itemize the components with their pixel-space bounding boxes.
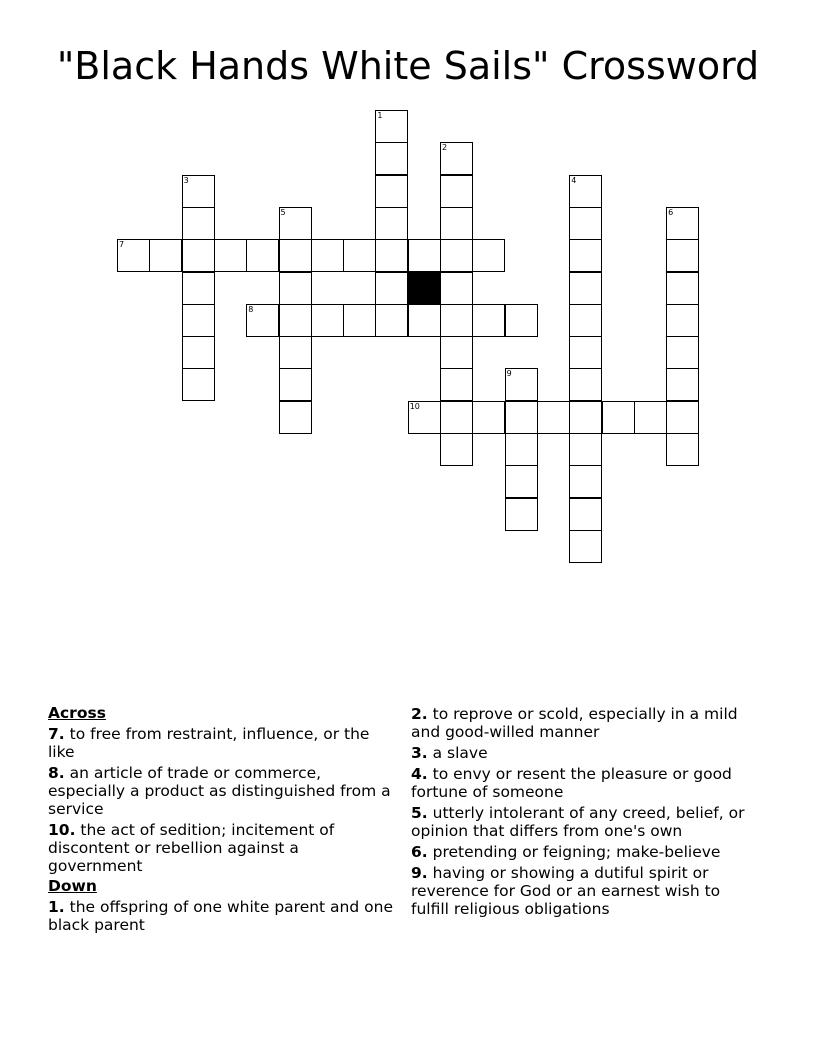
- grid-cell[interactable]: [343, 304, 376, 337]
- grid-cell[interactable]: [117, 239, 150, 272]
- grid-cell[interactable]: [440, 336, 473, 369]
- clue-item-number: 5.: [411, 804, 428, 822]
- grid-cell[interactable]: [375, 272, 408, 305]
- clue-item-text: to reprove or scold, especially in a mild and good-willed manner: [411, 705, 738, 741]
- down-clue-list-continued: [411, 705, 761, 918]
- grid-cell[interactable]: [375, 207, 408, 240]
- grid-cell[interactable]: [569, 336, 602, 369]
- grid-cell[interactable]: [246, 304, 279, 337]
- down-heading: Down: [48, 877, 97, 895]
- clue-number: 3: [183, 175, 189, 185]
- grid-cell[interactable]: [569, 304, 602, 337]
- clue-item-number: 4.: [411, 765, 428, 783]
- clue-item: [411, 864, 761, 918]
- clue-item-number: 8.: [48, 764, 65, 782]
- grid-cell[interactable]: [569, 239, 602, 272]
- grid-cell[interactable]: [569, 465, 602, 498]
- clue-item-text: an article of trade or commerce, especially a product as distinguished from a service: [48, 764, 391, 818]
- clue-item: [48, 821, 398, 875]
- grid-cell[interactable]: [279, 336, 312, 369]
- grid-cell[interactable]: [375, 239, 408, 272]
- grid-cell[interactable]: [214, 239, 247, 272]
- grid-cell[interactable]: [666, 368, 699, 401]
- grid-cell[interactable]: [666, 239, 699, 272]
- grid-cell[interactable]: [375, 175, 408, 208]
- grid-cell[interactable]: [472, 304, 505, 337]
- grid-cell[interactable]: [408, 401, 441, 434]
- grid-cell[interactable]: [311, 304, 344, 337]
- grid-cell[interactable]: [182, 239, 215, 272]
- clue-item-number: 7.: [48, 725, 65, 743]
- clue-item-number: 9.: [411, 864, 428, 882]
- clue-item: [48, 725, 398, 761]
- grid-cell[interactable]: [666, 433, 699, 466]
- clue-item: [48, 898, 398, 934]
- grid-cell[interactable]: [375, 142, 408, 175]
- grid-cell[interactable]: [279, 401, 312, 434]
- clue-item-text: to envy or resent the pleasure or good fortune of someone: [411, 765, 732, 801]
- grid-cell[interactable]: [182, 272, 215, 305]
- clue-item-number: 1.: [48, 898, 65, 916]
- grid-cell[interactable]: [182, 304, 215, 337]
- grid-cell[interactable]: [375, 110, 408, 143]
- clues-right-column: [411, 702, 761, 918]
- grid-cell[interactable]: [569, 368, 602, 401]
- grid-cell[interactable]: [408, 304, 441, 337]
- grid-cell[interactable]: [182, 368, 215, 401]
- clue-number: 10: [409, 401, 420, 411]
- grid-cell[interactable]: [569, 498, 602, 531]
- clue-item-number: 6.: [411, 843, 428, 861]
- clue-number: 6: [668, 207, 674, 217]
- down-clue-list: [48, 898, 398, 934]
- clue-number: 4: [571, 175, 577, 185]
- grid-cell[interactable]: [666, 304, 699, 337]
- clue-item-text: having or showing a dutiful spirit or reverence for God or an earnest wish to fulfill religious obligations: [411, 864, 721, 918]
- clues-left-column: [48, 702, 398, 934]
- grid-cell[interactable]: [279, 207, 312, 240]
- grid-cell[interactable]: [505, 368, 538, 401]
- grid-cell[interactable]: [505, 465, 538, 498]
- across-clue-list: [48, 725, 398, 875]
- grid-cell[interactable]: [182, 207, 215, 240]
- clue-item-text: to free from restraint, influence, or the like: [48, 725, 370, 761]
- grid-cell[interactable]: [666, 336, 699, 369]
- grid-cell[interactable]: [408, 239, 441, 272]
- grid-cell[interactable]: [569, 401, 602, 434]
- clue-item: [411, 765, 761, 801]
- grid-cell[interactable]: [505, 498, 538, 531]
- grid-cell[interactable]: [182, 175, 215, 208]
- across-heading: Across: [48, 704, 106, 722]
- grid-cell[interactable]: [472, 401, 505, 434]
- grid-cell[interactable]: [505, 433, 538, 466]
- grid-cell[interactable]: [440, 304, 473, 337]
- grid-cell[interactable]: [440, 368, 473, 401]
- grid-cell[interactable]: [666, 272, 699, 305]
- grid-cell[interactable]: [472, 239, 505, 272]
- grid-cell[interactable]: [246, 239, 279, 272]
- page-title: "Black Hands White Sails" Crossword: [56, 44, 760, 88]
- clue-number: 5: [280, 207, 286, 217]
- grid-cell[interactable]: [569, 530, 602, 563]
- clue-item-number: 10.: [48, 821, 76, 839]
- grid-cell[interactable]: [537, 401, 570, 434]
- clue-number: 9: [506, 369, 512, 379]
- grid-cell[interactable]: [602, 401, 635, 434]
- grid-cell[interactable]: [634, 401, 667, 434]
- grid-cell[interactable]: [505, 401, 538, 434]
- clue-number: 8: [248, 304, 254, 314]
- grid-cell[interactable]: [375, 304, 408, 337]
- grid-cell[interactable]: [440, 239, 473, 272]
- clue-item: [48, 764, 398, 818]
- grid-cell[interactable]: [279, 304, 312, 337]
- grid-cell[interactable]: [440, 207, 473, 240]
- clue-item: [411, 744, 761, 762]
- grid-cell[interactable]: [666, 401, 699, 434]
- grid-cell[interactable]: [149, 239, 182, 272]
- clue-item-text: utterly intolerant of any creed, belief, or opinion that differs from one's own: [411, 804, 745, 840]
- grid-cell[interactable]: [343, 239, 376, 272]
- grid-cell[interactable]: [182, 336, 215, 369]
- grid-cell[interactable]: [440, 175, 473, 208]
- grid-cell[interactable]: [440, 272, 473, 305]
- clue-item-number: 2.: [411, 705, 428, 723]
- grid-block-cell: [408, 272, 441, 305]
- grid-cell[interactable]: [666, 207, 699, 240]
- clue-item-text: the act of sedition; incitement of discontent or rebellion against a government: [48, 821, 335, 875]
- grid-cell[interactable]: [569, 175, 602, 208]
- clue-item-text: pretending or feigning; make-believe: [432, 843, 721, 861]
- clue-number: 1: [377, 111, 383, 120]
- grid-cell[interactable]: [569, 433, 602, 466]
- grid-cell[interactable]: [569, 207, 602, 240]
- clue-item: [411, 705, 761, 741]
- grid-cell[interactable]: [440, 401, 473, 434]
- clue-item: [411, 804, 761, 840]
- grid-cell[interactable]: [279, 239, 312, 272]
- clue-item: [411, 843, 761, 861]
- clue-number: 2: [442, 143, 448, 153]
- clue-item-number: 3.: [411, 744, 428, 762]
- grid-cell[interactable]: [440, 142, 473, 175]
- clue-item-text: a slave: [432, 744, 488, 762]
- clue-item-text: the offspring of one white parent and one black parent: [48, 898, 393, 934]
- grid-cell[interactable]: [279, 272, 312, 305]
- clue-number: 7: [119, 240, 125, 250]
- grid-cell[interactable]: [505, 304, 538, 337]
- grid-cell[interactable]: [569, 272, 602, 305]
- grid-cell[interactable]: [440, 433, 473, 466]
- grid-cell[interactable]: [311, 239, 344, 272]
- grid-cell[interactable]: [279, 368, 312, 401]
